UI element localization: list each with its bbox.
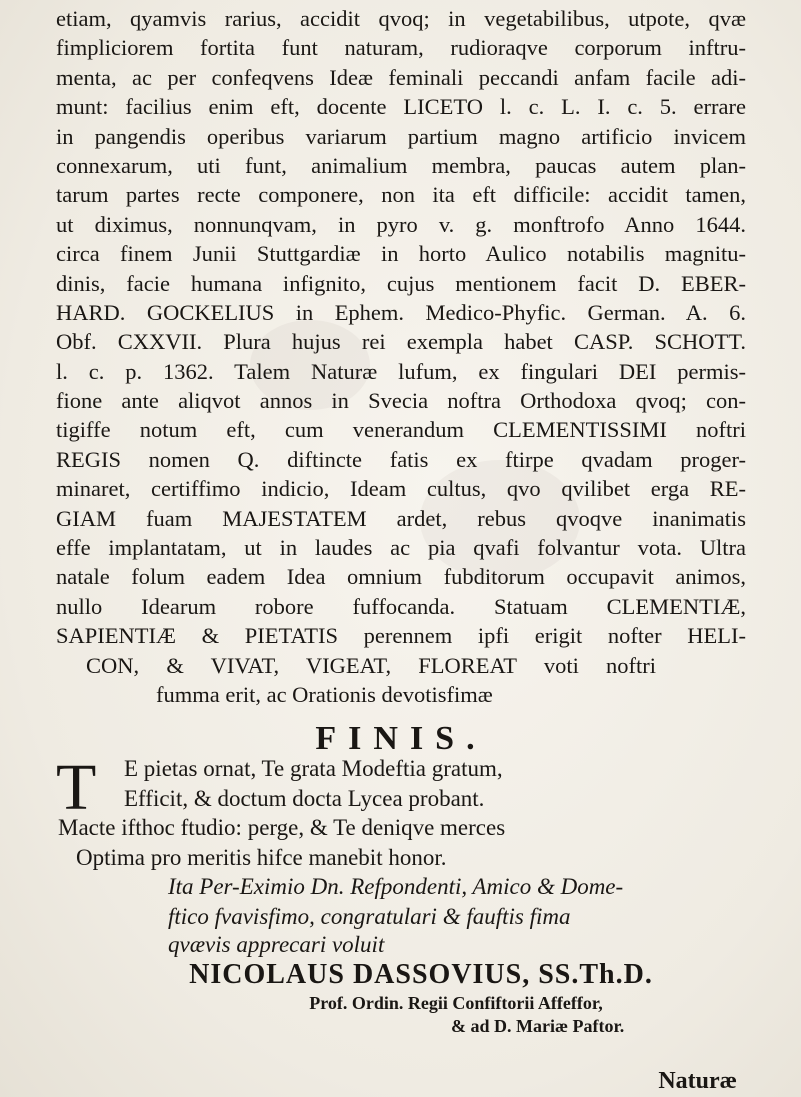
main-text-column bbox=[56, 4, 746, 761]
verse-line: E pietas ornat, Te grata Modeftia gratum, bbox=[124, 756, 503, 781]
catchword: Naturæ bbox=[658, 1068, 737, 1094]
text-line: circa finem Junii Stuttgardiæ in horto Aulico notabilis magnitu- bbox=[56, 241, 746, 267]
text-line: fimpliciorem fortita funt naturam, rudioraqve corporum inftru- bbox=[56, 35, 746, 61]
signer-title: & ad D. Mariæ Paftor. bbox=[451, 1015, 625, 1036]
text-line: effe implantatam, ut in laudes ac pia qvafi folvantur vota. Ultra bbox=[56, 535, 746, 561]
verse-line: Macte ifthoc ftudio: perge, & Te deniqve merces bbox=[58, 815, 506, 841]
congratulatory-verse bbox=[56, 751, 746, 1038]
text-line: connexarum, uti funt, animalium membra, paucas autem plan- bbox=[56, 152, 746, 178]
text-line: REGIS nomen Q. diftincte fatis ex ftirpe qvadam proger- bbox=[56, 446, 746, 472]
text-line: in pangendis operibus variarum partium magno artificio invicem bbox=[56, 123, 746, 149]
text-line: Obf. CXXVII. Plura hujus rei exempla habet CASP. SCHOTT. bbox=[56, 329, 746, 355]
finis-heading: FINIS. bbox=[315, 720, 487, 758]
text-line: menta, ac per confeqvens Ideæ feminali peccandi anfam facile adi- bbox=[56, 64, 746, 90]
signer-title: Prof. Ordin. Regii Confiftorii Affeffor, bbox=[309, 992, 603, 1013]
dedication-line: Ita Per-Eximio Dn. Refpondenti, Amico & Dome- bbox=[168, 874, 624, 900]
text-line: tarum partes recte componere, non ita eft difficile: accidit tamen, bbox=[56, 182, 746, 208]
text-line: GIAM fuam MAJESTATEM ardet, rebus qvoqve inanimatis bbox=[56, 505, 746, 531]
text-line: SAPIENTIÆ & PIETATIS perennem ipfi erigit nofter HELI- bbox=[56, 623, 746, 649]
text-line: tigiffe notum eft, cum venerandum CLEMENTISSIMI noftri bbox=[56, 417, 746, 443]
text-line: HARD. GOCKELIUS in Ephem. Medico-Phyfic. German. A. 6. bbox=[56, 299, 746, 325]
signer-name: NICOLAUS DASSOVIUS, SS.Th.D. bbox=[189, 958, 653, 990]
text-line: munt: facilius enim eft, docente LICETO l. c. L. I. c. 5. errare bbox=[56, 94, 746, 120]
drop-cap: T bbox=[56, 751, 97, 824]
text-line: CON, & VIVAT, VIGEAT, FLOREAT voti noftri bbox=[86, 652, 656, 678]
text-line: nullo Idearum robore fuffocanda. Statuam CLEMENTIÆ, bbox=[56, 593, 746, 619]
text-line: minaret, certiffimo indicio, Ideam cultus, qvo qvilibet erga RE- bbox=[56, 476, 746, 502]
dedication-line: qvævis apprecari voluit bbox=[168, 931, 385, 957]
dedication-line: ftico fvavisfimo, congratulari & fauftis fima bbox=[168, 903, 571, 929]
text-line: l. c. p. 1362. Talem Naturæ lufum, ex fingulari DEI permis- bbox=[56, 358, 746, 384]
text-line: etiam, qyamvis rarius, accidit qvoq; in vegetabilibus, utpote, qvæ bbox=[56, 6, 746, 31]
verse-line: Optima pro meritis hifce manebit honor. bbox=[76, 844, 447, 870]
text-line: fione ante aliqvot annos in Svecia noftra Orthodoxa qvoq; con- bbox=[56, 388, 746, 414]
verse-line: Efficit, & doctum docta Lycea probant. bbox=[124, 785, 485, 811]
text-line: dinis, facie humana infignito, cujus mentionem facit D. EBER- bbox=[56, 270, 746, 296]
text-line: ut diximus, nonnunqvam, in pyro v. g. monftrofo Anno 1644. bbox=[56, 211, 746, 237]
text-line: natale folum eadem Idea omnium fubditorum occupavit animos, bbox=[56, 564, 746, 590]
text-line: fumma erit, ac Orationis devotisfimæ bbox=[156, 681, 493, 707]
